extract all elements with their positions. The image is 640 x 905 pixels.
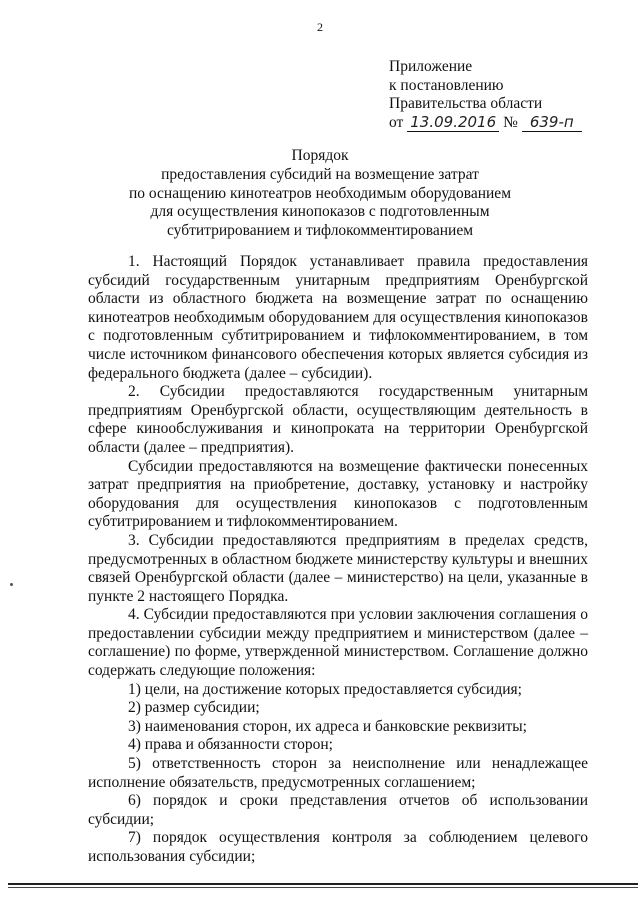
footer-rule	[8, 883, 638, 885]
paragraph-5: 4. Субсидии предоставляются при условии заключения соглашения о предоставлении субсидии между предприятием и министерством (далее – соглашение) по форме, утвержденной министерством. Соглашение должно содержать следующие положения:	[88, 606, 588, 680]
date-prefix: от	[389, 113, 404, 131]
date-field	[407, 114, 499, 132]
appendix-date-row	[389, 114, 582, 133]
document-title	[0, 147, 640, 241]
list-item-5: 5) ответственность сторон за неисполнение или ненадлежащее исполнение обязательств, предусмотренных соглашением;	[88, 755, 588, 791]
footer-rule-thin	[8, 887, 638, 888]
list-item-6: 6) порядок и сроки представления отчетов об использовании субсидии;	[88, 792, 588, 828]
list-item-4: 4) права и обязанности сторон;	[128, 736, 333, 754]
number-prefix: №	[503, 113, 518, 131]
list-item-7: 7) порядок осуществления контроля за соблюдением целевого использования субсидии;	[88, 829, 588, 865]
number-field	[522, 114, 582, 132]
date-handwritten: 13.09.2016	[410, 112, 497, 131]
appendix-block	[389, 58, 582, 132]
paragraph-1: 1. Настоящий Порядок устанавливает правила предоставления субсидий государственным унитарным предприятиям Оренбургской области из областного бюджета на возмещение затрат по оснащению кинотеатров необходимым оборудованием для осуществления кинопоказов с подготовленным субтитрированием и тифлокомментированием, в том числе источником финансового обеспечения которых является субсидия из федерального бюджета (далее – субсидии).	[88, 253, 588, 382]
margin-mark	[10, 583, 13, 586]
paragraph-4: 3. Субсидии предоставляются предприятиям в пределах средств, предусмотренных в областном бюджете министерству культуры и внешних связей Оренбургской области (далее – министерство) на цели, указанные в пункте 2 настоящего Порядка.	[88, 531, 588, 605]
title-line-5: субтитрированием и тифлокомментированием	[166, 222, 474, 240]
list-item-3: 3) наименования сторон, их адреса и банковские реквизиты;	[128, 717, 527, 735]
number-handwritten: 639-п	[529, 112, 574, 131]
page-number: 2	[317, 20, 323, 34]
paragraph-3: Субсидии предоставляются на возмещение фактически понесенных затрат предприятия на приобретение, доставку, установку и настройку оборудования для осуществления кинопоказов с подготовленным субтитрированием и тифлокомментированием.	[88, 457, 588, 531]
list-item-1: 1) цели, на достижение которых предоставляется субсидия;	[128, 680, 522, 698]
appendix-line-3: Правительства области	[389, 95, 543, 112]
title-line-2: предоставления субсидий на возмещение затрат	[161, 165, 479, 183]
appendix-line-2: к постановлению	[389, 76, 504, 94]
document-body	[88, 253, 588, 867]
list-item-2: 2) размер субсидии;	[128, 699, 260, 717]
title-line-1: Порядок	[291, 147, 349, 164]
appendix-line-1: Приложение	[389, 58, 473, 75]
title-line-4: для осуществления кинопоказов с подготовленным	[150, 203, 490, 221]
title-line-3: по оснащению кинотеатров необходимым оборудованием	[129, 184, 511, 202]
paragraph-2: 2. Субсидии предоставляются государственным унитарным предприятиям Оренбургской области, осуществляющим деятельность в сфере кинообслуживания и кинопроката на территории Оренбургской области (далее – предприятия).	[88, 383, 588, 456]
